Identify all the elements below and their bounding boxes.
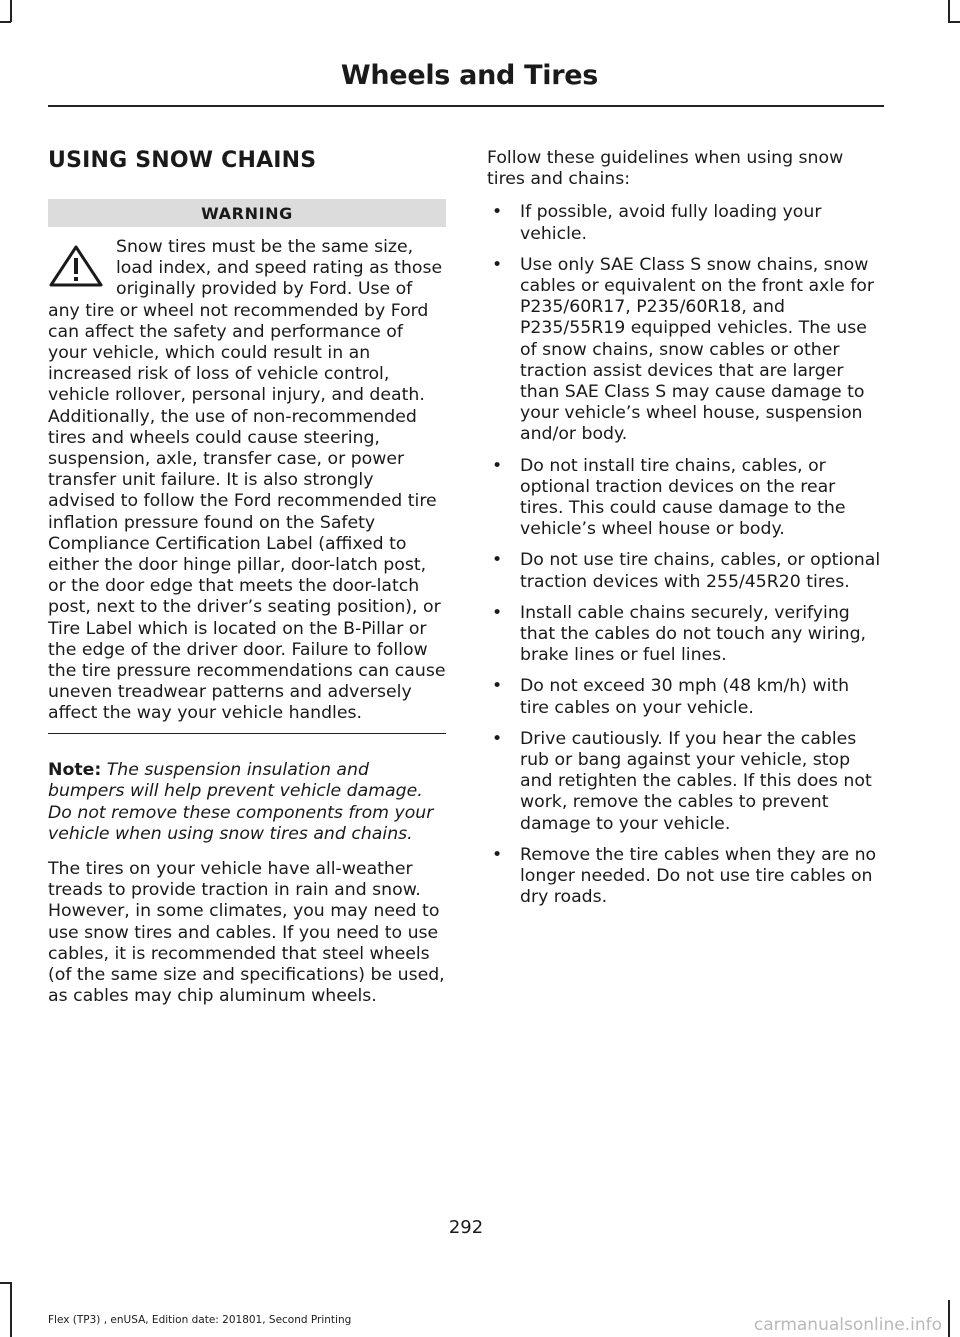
- warning-text: Snow tires must be the same size, load index, and speed rating as those originally provided by Ford. Use of any tire or wheel not recommended by Ford can affect the safety and performance of your vehicle, which could result in an increased risk of loss of vehicle control, vehicle rollover, personal injury, and death. Additionally, the use of non-recommended tires and wheels could cause steering, suspension, axle, transfer case, or power transfer unit failure. It is also strongly advised to follow the Ford recommended tire inflation pressure found on the Safety Compliance Certification Label (affixed to either the door hinge pillar, door-latch post, or the door edge that meets the door-latch post, next to the driver’s seating position), or Tire Label which is located on the B-Pillar or the edge of the driver door. Failure to follow the tire pressure recommendations can cause uneven treadwear patterns and adversely affect the way your vehicle handles.: [48, 237, 446, 724]
- crop-mark: [948, 1300, 950, 1337]
- list-item-text: Do not use tire chains, cables, or optional traction devices with 255/45R20 tires.: [520, 550, 881, 592]
- list-item-text: Remove the tire cables when they are no longer needed. Do not use tire cables on dry roads.: [520, 844, 877, 908]
- crop-mark: [948, 0, 950, 22]
- edition-footer: Flex (TP3) , enUSA, Edition date: 201801, Second Printing: [48, 1314, 352, 1326]
- note: [48, 760, 446, 845]
- warning-block: [48, 237, 446, 725]
- crop-mark: [0, 21, 11, 23]
- page-header-title: Wheels and Tires: [340, 60, 598, 91]
- bullet-glyph: •: [492, 728, 503, 749]
- note-text: The suspension insulation and bumpers will help prevent vehicle damage. Do not remove these components from your vehicle when using snow tires and chains.: [48, 760, 434, 844]
- crop-mark: [948, 21, 960, 23]
- warning-divider: [48, 733, 446, 735]
- list-item: [487, 456, 883, 541]
- bullet-glyph: •: [492, 455, 503, 476]
- list-item-text: Use only SAE Class S snow chains, snow cables or equivalent on the front axle for P235/60R17, P235/60R18, and P235/55R19 equipped vehicles. The use of snow chains, snow cables or other traction assist devices that are larger than SAE Class S may cause damage to your vehicle’s wheel house, suspension and/or body.: [520, 254, 874, 445]
- note-label: Note:: [48, 760, 102, 781]
- warning-triangle-icon: [48, 243, 104, 289]
- bullet-glyph: •: [492, 254, 503, 275]
- list-item: [487, 729, 883, 835]
- list-item-text: Drive cautiously. If you hear the cables rub or bang against your vehicle, stop and retighten the cables. If this does not work, remove the cables to prevent damage to your vehicle.: [520, 728, 872, 834]
- bullet-glyph: •: [492, 550, 503, 571]
- list-item: [487, 845, 883, 909]
- right-column: [487, 140, 883, 919]
- list-item-text: Install cable chains securely, verifying that the cables do not touch any wiring, brake lines or fuel lines.: [520, 602, 867, 666]
- list-item: [487, 603, 883, 667]
- list-item: [487, 202, 883, 244]
- crop-mark: [10, 1282, 12, 1337]
- list-item: [487, 550, 883, 592]
- list-item-text: If possible, avoid fully loading your vehicle.: [520, 202, 822, 244]
- list-item-text: Do not exceed 30 mph (48 km/h) with tire cables on your vehicle.: [520, 676, 850, 718]
- left-column: [48, 140, 446, 1007]
- bullet-glyph: •: [492, 844, 503, 865]
- bullet-glyph: •: [492, 676, 503, 697]
- guidelines-list: [487, 202, 883, 908]
- guidelines-intro: Follow these guidelines when using snow tires and chains:: [487, 148, 844, 190]
- crop-mark: [0, 1282, 11, 1284]
- header-divider: [48, 105, 884, 107]
- body-paragraph: The tires on your vehicle have all-weather treads to provide traction in rain and snow. However, in some climates, you may need to use snow tires and cables. If you need to use cables, it is recommended that steel wheels (of the same size and specifications) be used, as cables may chip aluminum wheels.: [48, 858, 445, 1007]
- list-item: [487, 255, 883, 446]
- crop-mark: [10, 0, 12, 22]
- watermark: carmanualsonline.info: [753, 1315, 942, 1335]
- bullet-glyph: •: [492, 202, 503, 223]
- warning-heading: WARNING: [48, 199, 446, 227]
- list-item: [487, 676, 883, 718]
- bullet-glyph: •: [492, 602, 503, 623]
- section-title: USING SNOW CHAINS: [48, 148, 317, 173]
- page-number: 292: [448, 1217, 484, 1238]
- list-item-text: Do not install tire chains, cables, or optional traction devices on the rear tires. This could cause damage to the vehicle’s wheel house or body.: [520, 455, 846, 540]
